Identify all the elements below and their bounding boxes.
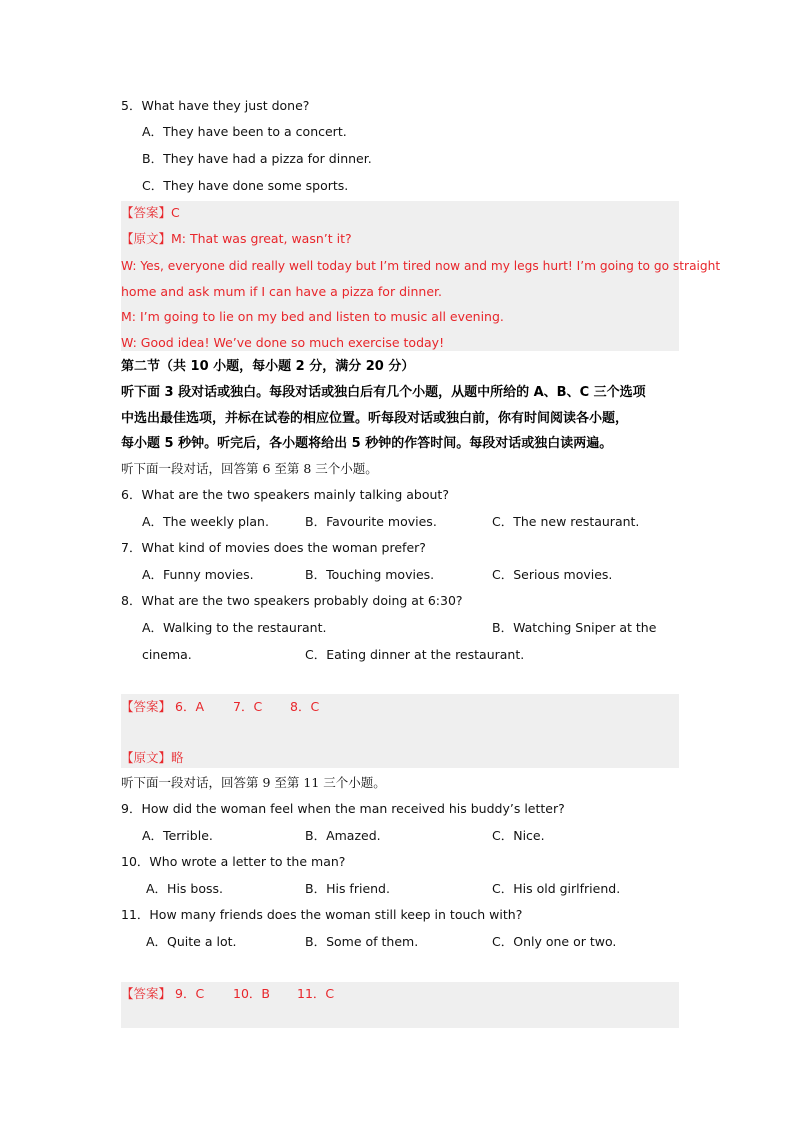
question-9: 9．How did the woman feel when the man received his buddy’s letter? — [121, 801, 565, 816]
q7-option-c: C．Serious movies. — [492, 567, 613, 582]
q7-option-b: B．Touching movies. — [305, 567, 435, 582]
section-heading: 第二节（共 10 小题，每小题 2 分，满分 20 分） — [121, 359, 415, 374]
q6-option-a: A．The weekly plan. — [142, 514, 269, 529]
question-10: 10．Who wrote a letter to the man? — [121, 854, 346, 869]
q10-option-a: A．His boss. — [146, 881, 223, 896]
q11-option-a: A．Quite a lot. — [146, 934, 237, 949]
q5-script-line-2: W: Yes, everyone did really well today but I’m tired now and my legs hurt! I’m going to go straight — [121, 259, 721, 273]
group2-answer-label: 【答案】 — [121, 986, 172, 1001]
answer-11: 11．C — [297, 986, 335, 1001]
q7-option-a: A．Funny movies. — [142, 567, 254, 582]
script-label: 【原文】 — [121, 231, 172, 246]
question-11: 11．How many friends does the woman still keep in touch with? — [121, 907, 523, 922]
q5-answer-box — [121, 201, 679, 351]
q10-option-c: C．His old girlfriend. — [492, 881, 621, 896]
section-instructions-line-3: 每小题 5 秒钟。听完后，各小题将给出 5 秒钟的作答时间。每段对话或独白读两遍。 — [121, 436, 613, 451]
group1-intro: 听下面一段对话，回答第 6 至第 8 三个小题。 — [121, 461, 378, 476]
question-5: 5．What have they just done? — [121, 98, 310, 113]
q8-option-c: C．Eating dinner at the restaurant. — [305, 647, 525, 662]
q5-script-line-3: home and ask mum if I can have a pizza for dinner. — [121, 284, 442, 299]
q5-option-b: B．They have had a pizza for dinner. — [142, 151, 372, 166]
group1-answer-box — [121, 694, 679, 768]
q10-option-b: B．His friend. — [305, 881, 390, 896]
answer-6: 6．A — [175, 699, 205, 714]
q8-option-b-continued: cinema. — [142, 647, 192, 662]
q9-option-c: C．Nice. — [492, 828, 545, 843]
q5-answer: 【答案】C — [121, 205, 180, 220]
group2-intro: 听下面一段对话，回答第 9 至第 11 三个小题。 — [121, 775, 386, 790]
q5-option-a: A．They have been to a concert. — [142, 124, 347, 139]
q9-option-a: A．Terrible. — [142, 828, 213, 843]
q11-option-b: B．Some of them. — [305, 934, 419, 949]
q11-option-c: C．Only one or two. — [492, 934, 617, 949]
q8-option-a: A．Walking to the restaurant. — [142, 620, 327, 635]
answer-10: 10．B — [233, 986, 270, 1001]
answer-7: 7．C — [233, 699, 263, 714]
group1-script: 【原文】略 — [121, 750, 184, 765]
q5-option-c: C．They have done some sports. — [142, 178, 349, 193]
answer-8: 8．C — [290, 699, 320, 714]
q5-script-line-1 — [121, 230, 352, 248]
question-7: 7．What kind of movies does the woman prefer? — [121, 540, 426, 555]
q9-option-b: B．Amazed. — [305, 828, 381, 843]
question-6: 6．What are the two speakers mainly talking about? — [121, 487, 449, 502]
q5-script-line-4: M: I’m going to lie on my bed and listen to music all evening. — [121, 309, 504, 324]
section-instructions-line-2: 中选出最佳选项，并标在试卷的相应位置。听每段对话或独白前，你有时间阅读各小题， — [121, 411, 629, 426]
group2-answer-box — [121, 982, 679, 1028]
q8-option-b: B．Watching Sniper at the — [492, 620, 657, 635]
answer-9: 9．C — [175, 986, 205, 1001]
script-text: M: That was great, wasn’t it? — [171, 231, 352, 246]
group1-answer-label: 【答案】 — [121, 699, 172, 714]
q6-option-b: B．Favourite movies. — [305, 514, 437, 529]
question-8: 8．What are the two speakers probably doing at 6:30? — [121, 593, 463, 608]
q5-script-line-5: W: Good idea! We’ve done so much exercise today! — [121, 335, 445, 350]
section-instructions-line-1: 听下面 3 段对话或独白。每段对话或独白后有几个小题，从题中所给的 A、B、C 三个选项 — [121, 385, 646, 400]
q6-option-c: C．The new restaurant. — [492, 514, 640, 529]
